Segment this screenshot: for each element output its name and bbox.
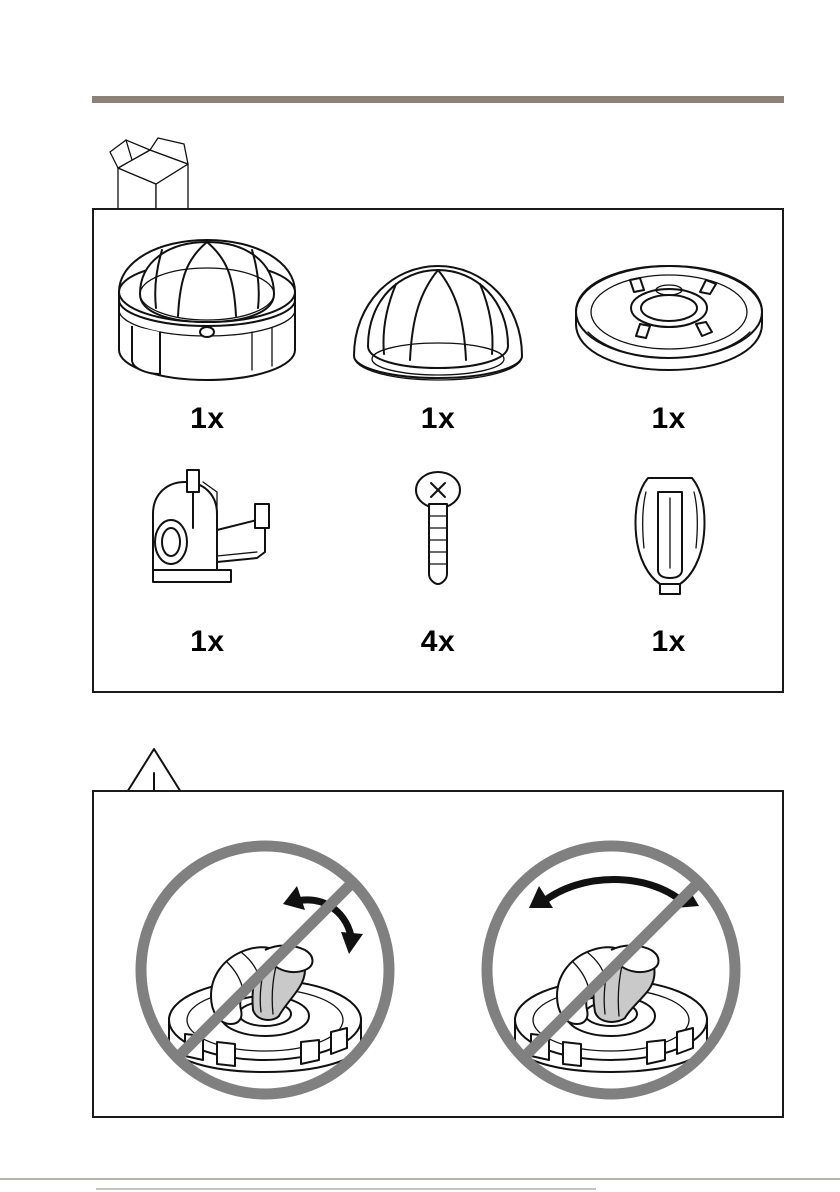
dome-removal-tool-icon (614, 453, 724, 623)
part-cable-bracket (92, 453, 323, 676)
footer-rule-secondary (96, 1188, 596, 1190)
warning-grid (92, 800, 784, 1110)
cable-bracket-icon (107, 453, 307, 623)
part-mounting-plate (553, 230, 784, 453)
warning-do-not-rotate (438, 800, 784, 1110)
footer-rule (0, 1178, 840, 1180)
warning-do-not-tilt (92, 800, 438, 1110)
hand-tilting-lens-prohibited-icon (115, 810, 415, 1100)
dome-bubble-cover-icon (338, 230, 538, 400)
dome-camera-body-icon (102, 230, 312, 400)
part-dome-cover (323, 230, 554, 453)
hand-rotating-lens-prohibited-icon (461, 810, 761, 1100)
part-removal-tool (553, 453, 784, 676)
part-quantity: 1x (190, 624, 225, 658)
parts-grid (92, 230, 784, 675)
part-camera-body (92, 230, 323, 453)
part-screw (323, 453, 554, 676)
mounting-plate-icon (564, 230, 774, 400)
part-quantity: 1x (190, 402, 225, 435)
part-quantity: 1x (651, 402, 686, 435)
part-quantity: 1x (420, 402, 456, 435)
header-rule (92, 96, 784, 103)
part-quantity: 4x (420, 624, 456, 658)
screw-icon (393, 453, 483, 623)
part-quantity: 1x (651, 624, 686, 658)
